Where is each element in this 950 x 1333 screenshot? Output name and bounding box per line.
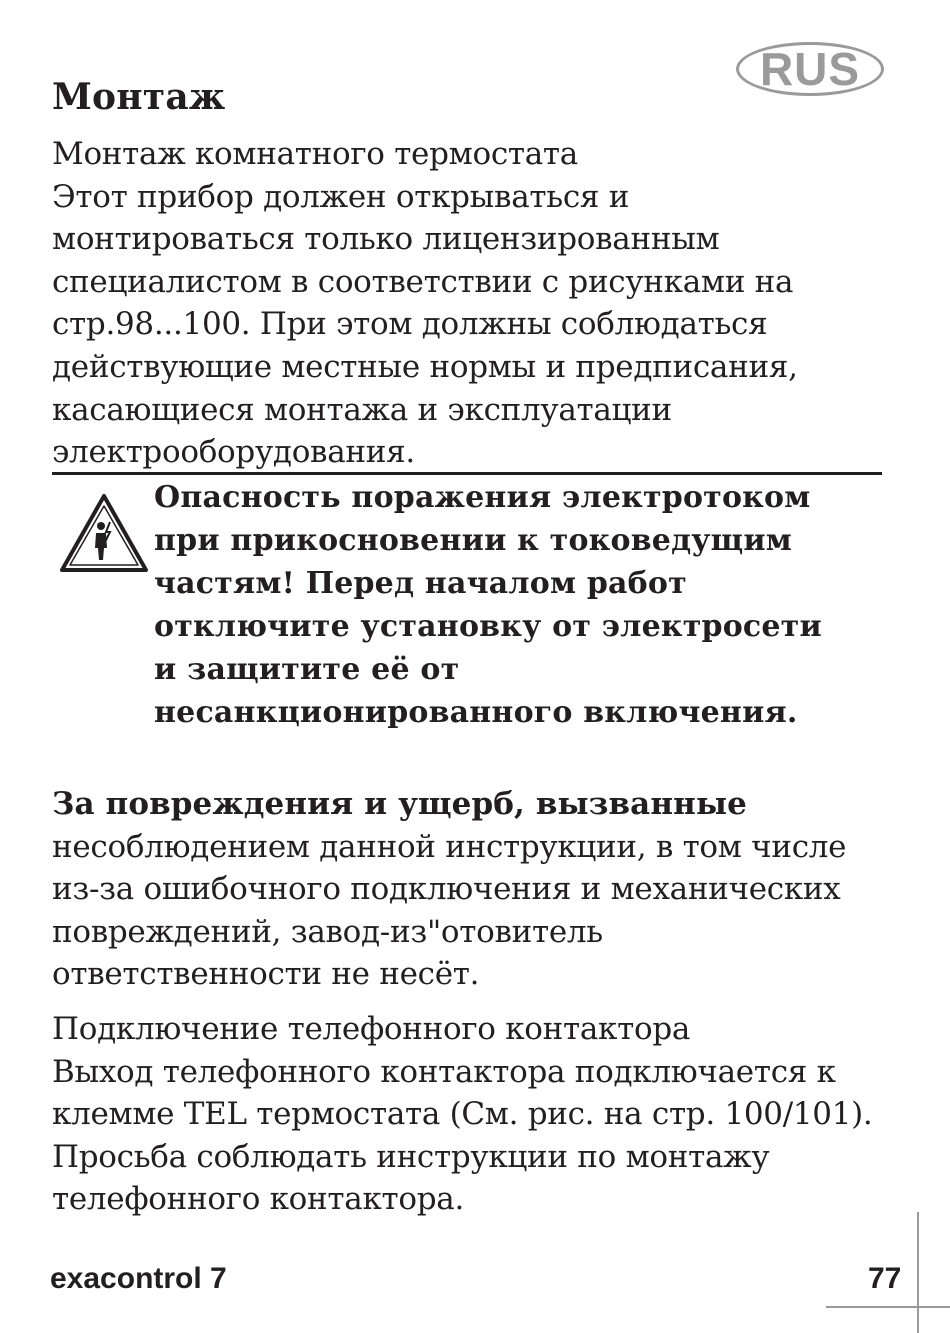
intro-line: Этот прибор должен открываться и — [52, 178, 630, 215]
telephone-line: Просьба соблюдать инструкции по монтажу — [52, 1138, 770, 1175]
intro-line: Монтаж комнатного термостата — [52, 136, 578, 172]
liability-paragraph — [52, 783, 846, 996]
warning-line: отключите установку от электросети — [154, 609, 822, 644]
intro-line: стр.98...100. При этом должны соблюдаться — [52, 306, 768, 343]
liability-line: несоблюдением данной инструкции, в том числе — [52, 828, 847, 865]
intro-line: электрооборудования. — [52, 434, 415, 471]
page-number: 77 — [868, 1262, 902, 1295]
safety-warning — [154, 476, 822, 734]
telephone-line: клемме TEL термостата (См. рис. на стр. 100/101). — [52, 1096, 873, 1133]
liability-lead: За повреждения и ущерб, вызванные — [52, 786, 747, 822]
crop-mark-horizontal — [826, 1306, 950, 1308]
liability-line: ответственности не несёт. — [52, 956, 480, 993]
telephone-line: Подключение телефонного контактора — [52, 1011, 691, 1047]
intro-line: касающиеся монтажа и эксплуатации — [52, 391, 672, 428]
warning-line: частям! Перед началом работ — [154, 566, 687, 601]
telephone-line: Выход телефонного контактора подключается к — [52, 1053, 836, 1090]
footer-brand: exacontrol 7 — [50, 1262, 227, 1295]
telephone-paragraph — [52, 1008, 872, 1221]
warning-line: Опасность поражения электротоком — [154, 480, 811, 515]
warning-line: при прикосновении к токоведущим — [154, 523, 793, 558]
liability-line: из-за ошибочного подключения и механических — [52, 871, 841, 908]
crop-mark-vertical — [917, 1212, 919, 1333]
liability-line: повреждений, завод-из"отовитель — [52, 913, 603, 950]
warning-line: несанкционированного включения. — [154, 695, 798, 730]
electric-shock-warning-icon — [58, 492, 150, 574]
section-divider — [52, 472, 882, 475]
intro-line: действующие местные нормы и предписания, — [52, 348, 798, 385]
page-title: Монтаж — [52, 76, 226, 118]
language-badge: RUS — [736, 42, 884, 96]
intro-paragraph — [52, 133, 798, 474]
warning-line: и защитите её от — [154, 652, 460, 687]
intro-line: монтироваться только лицензированным — [52, 221, 720, 258]
intro-line: специалистом в соответствии с рисунками на — [52, 263, 794, 300]
telephone-line: телефонного контактора. — [52, 1181, 465, 1218]
